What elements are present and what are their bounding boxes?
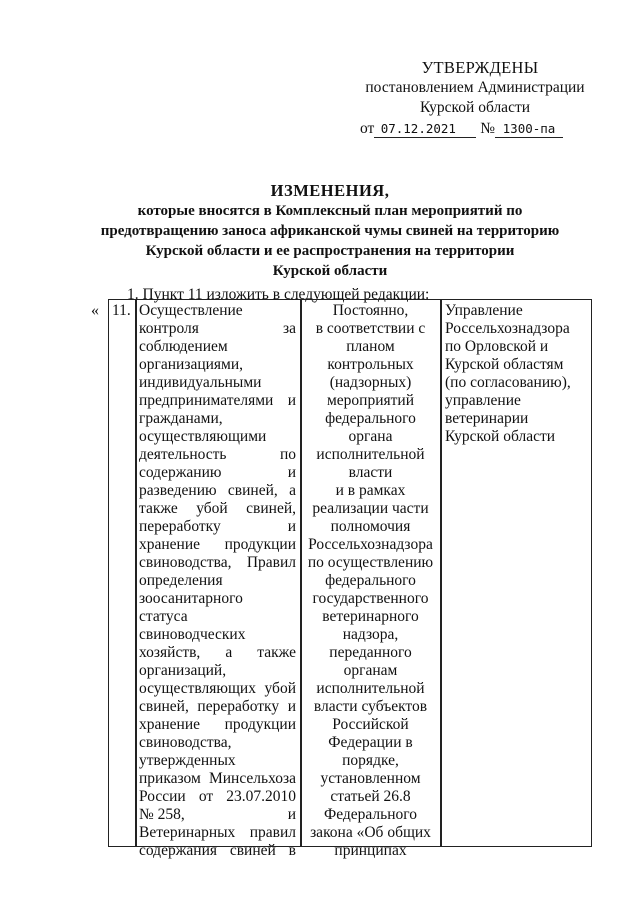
action-line bbox=[139, 824, 296, 842]
action-word: и bbox=[287, 518, 296, 535]
table-divider bbox=[301, 299, 302, 847]
term-line: государственного bbox=[312, 590, 429, 607]
action-word: убой bbox=[264, 680, 296, 697]
table-divider bbox=[441, 299, 442, 847]
action-word: а bbox=[225, 644, 233, 661]
action-line bbox=[139, 716, 296, 734]
action-word: и bbox=[287, 392, 296, 409]
action-column bbox=[139, 302, 296, 860]
action-word: определения bbox=[139, 572, 223, 589]
term-line: контрольных bbox=[327, 356, 414, 373]
responsible-line: Управление bbox=[445, 302, 523, 319]
term-line: закона «Об общих bbox=[310, 824, 431, 841]
action-line bbox=[139, 518, 296, 536]
action-word: зоосанитарного bbox=[139, 590, 243, 607]
action-word: переработку bbox=[139, 518, 221, 535]
term-line: переданного bbox=[329, 644, 412, 661]
action-line bbox=[139, 500, 296, 518]
term-line: мероприятий bbox=[326, 392, 415, 409]
action-word: и bbox=[287, 464, 296, 481]
term-line: установленном bbox=[320, 770, 421, 787]
action-word: организациями, bbox=[139, 356, 244, 373]
action-word: Минсельхоза bbox=[208, 770, 296, 787]
term-line: принципах bbox=[334, 842, 407, 859]
action-line bbox=[139, 734, 296, 752]
term-line: исполнительной bbox=[316, 446, 425, 463]
action-word: Ветеринарных bbox=[139, 824, 236, 841]
heading-line-3: Курской области и ее распространения на территории bbox=[145, 243, 515, 259]
action-line bbox=[139, 788, 296, 806]
responsible-line: Курской областям bbox=[445, 356, 564, 373]
term-line: Постоянно, bbox=[332, 302, 409, 319]
action-line bbox=[139, 446, 296, 464]
approval-line-1: постановлением Администрации bbox=[365, 79, 585, 96]
responsible-line: по Орловской и bbox=[445, 338, 549, 355]
action-word: содержания bbox=[139, 842, 218, 859]
action-word: деятельность bbox=[139, 446, 227, 463]
date-prefix: от bbox=[360, 120, 375, 137]
action-word: 23.07.2010 bbox=[226, 788, 296, 805]
action-line bbox=[139, 338, 296, 356]
term-line: органам bbox=[343, 662, 398, 679]
action-word: № 258, bbox=[139, 806, 185, 823]
term-line: Российской bbox=[332, 716, 409, 733]
responsible-line: Россельхознадзора bbox=[445, 320, 570, 337]
action-word: в bbox=[288, 842, 296, 859]
action-word: свиней, bbox=[227, 482, 278, 499]
action-word: Правил bbox=[246, 554, 296, 571]
action-word: статуса bbox=[139, 608, 188, 625]
action-line bbox=[139, 572, 296, 590]
intro-paragraph: 1. Пункт 11 изложить в следующей редакции: bbox=[127, 286, 430, 303]
action-word: правил bbox=[249, 824, 296, 841]
action-word: содержанию bbox=[139, 464, 222, 481]
action-word: контроля bbox=[139, 320, 199, 337]
date-value: 07.12.2021 bbox=[374, 120, 462, 138]
action-line bbox=[139, 374, 296, 392]
action-line bbox=[139, 590, 296, 608]
heading-line-2: предотвращению заноса африканской чумы свиней на территорию bbox=[100, 223, 560, 239]
action-word: свиноводства, bbox=[139, 554, 232, 571]
term-line: власти субъектов bbox=[313, 698, 428, 715]
action-line bbox=[139, 662, 296, 680]
action-word: разведению bbox=[139, 482, 217, 499]
action-word: также bbox=[257, 644, 296, 661]
action-word: организаций, bbox=[139, 662, 227, 679]
term-line: Федерации в bbox=[328, 734, 413, 751]
action-word: Осуществление bbox=[139, 302, 243, 319]
action-word: продукции bbox=[224, 716, 296, 733]
action-line bbox=[139, 806, 296, 824]
action-line bbox=[139, 392, 296, 410]
term-line: статьей 26.8 bbox=[330, 788, 411, 805]
action-line bbox=[139, 410, 296, 428]
term-line: по осуществлению bbox=[307, 554, 434, 571]
action-word: гражданами, bbox=[139, 410, 223, 427]
opening-quote: « bbox=[91, 302, 99, 319]
responsible-line: управление bbox=[445, 392, 521, 409]
action-word: хранение bbox=[139, 536, 201, 553]
term-line: реализации части bbox=[312, 500, 429, 517]
action-line bbox=[139, 464, 296, 482]
action-line bbox=[139, 770, 296, 788]
action-word: соблюдением bbox=[139, 338, 228, 355]
action-word: России bbox=[139, 788, 186, 805]
action-line bbox=[139, 482, 296, 500]
action-word: продукции bbox=[224, 536, 296, 553]
term-line: Россельхознадзора bbox=[308, 536, 433, 553]
term-line: надзора, bbox=[342, 626, 399, 643]
action-word: приказом bbox=[139, 770, 201, 787]
action-line bbox=[139, 608, 296, 626]
action-word: убой bbox=[196, 500, 228, 517]
term-line: Федерального bbox=[323, 806, 418, 823]
action-word: и bbox=[287, 806, 296, 823]
responsible-line: ветеринарии bbox=[445, 410, 529, 427]
action-word: свиней bbox=[229, 842, 276, 859]
action-word: по bbox=[279, 446, 296, 463]
term-line: исполнительной bbox=[316, 680, 425, 697]
action-word: осуществляющих bbox=[139, 680, 256, 697]
responsible-line: Курской области bbox=[445, 428, 556, 445]
action-word: свиней, bbox=[246, 500, 296, 517]
term-line: порядке, bbox=[342, 752, 399, 769]
action-word: хранение bbox=[139, 716, 201, 733]
action-line bbox=[139, 428, 296, 446]
approval-line-2: Курской области bbox=[419, 99, 531, 116]
action-word: от bbox=[198, 788, 214, 805]
action-line bbox=[139, 536, 296, 554]
action-line bbox=[139, 320, 296, 338]
action-word: свиноводческих bbox=[139, 626, 246, 643]
action-line bbox=[139, 554, 296, 572]
term-line: федерального bbox=[325, 410, 416, 427]
row-number: 11. bbox=[112, 302, 131, 319]
heading-line-1: которые вносятся в Комплексный план мероприятий по bbox=[137, 203, 523, 219]
heading-line-4: Курской области bbox=[272, 263, 388, 279]
term-line: федерального bbox=[325, 572, 416, 589]
term-line: власти bbox=[348, 464, 393, 481]
action-word: утвержденных bbox=[139, 752, 236, 769]
term-line: планом bbox=[346, 338, 395, 355]
action-word: свиноводства, bbox=[139, 734, 232, 751]
term-line: полномочия bbox=[330, 518, 411, 535]
action-line bbox=[139, 356, 296, 374]
responsible-line: (по согласованию), bbox=[445, 374, 571, 391]
action-line bbox=[139, 626, 296, 644]
table-divider bbox=[136, 299, 137, 847]
action-word: свиней, bbox=[139, 698, 189, 715]
action-word: хозяйств, bbox=[139, 644, 201, 661]
term-column bbox=[304, 302, 437, 860]
action-line bbox=[139, 698, 296, 716]
term-line: и в рамках bbox=[335, 482, 406, 499]
term-line: (надзорных) bbox=[329, 374, 412, 391]
approval-date-line bbox=[360, 119, 590, 139]
approval-stamp bbox=[360, 58, 590, 139]
action-line bbox=[139, 680, 296, 698]
document-heading bbox=[60, 181, 600, 281]
action-line bbox=[139, 302, 296, 320]
action-word: индивидуальными bbox=[139, 374, 262, 391]
action-word: за bbox=[282, 320, 296, 337]
responsible-column bbox=[445, 302, 593, 446]
term-line: ветеринарного bbox=[322, 608, 419, 625]
action-line bbox=[139, 752, 296, 770]
action-word: также bbox=[139, 500, 178, 517]
action-word: переработку bbox=[197, 698, 280, 715]
action-word: а bbox=[289, 482, 296, 499]
term-line: в соответствии с bbox=[315, 320, 426, 337]
action-line bbox=[139, 644, 296, 662]
heading-title: ИЗМЕНЕНИЯ, bbox=[270, 181, 390, 200]
number-value: 1300-па bbox=[495, 120, 563, 138]
term-line: органа bbox=[348, 428, 393, 445]
approval-title: УТВЕРЖДЕНЫ bbox=[421, 58, 539, 77]
action-word: и bbox=[287, 698, 296, 715]
action-word: осуществляющими bbox=[139, 428, 267, 445]
action-word: предпринимателями bbox=[139, 392, 274, 409]
number-prefix: № bbox=[480, 120, 495, 137]
action-line bbox=[139, 842, 296, 860]
